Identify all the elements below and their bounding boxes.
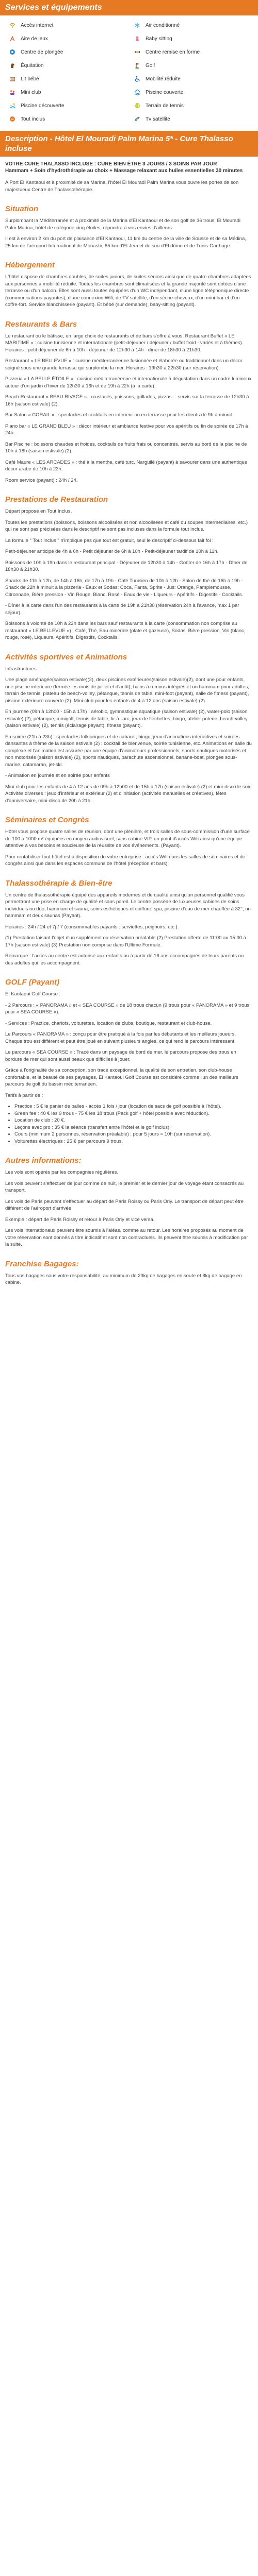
outdoor-pool-icon bbox=[9, 103, 15, 109]
wifi-icon bbox=[9, 22, 15, 28]
amenity-item bbox=[134, 32, 249, 45]
amenity-item bbox=[9, 19, 124, 32]
section-paragraph: - Animation en journée et en soirée pour enfants bbox=[5, 773, 110, 778]
section-heading: Séminaires et Congrès bbox=[5, 816, 89, 824]
section-paragraph: Horaires : 24h / 24 et 7j / 7 (consommables payants : serviettes, peignoirs, etc.). bbox=[5, 924, 179, 930]
section-paragraph: Le parcours « SEA COURSE » : Tracé dans un paysage de bord de mer, le parcours propose des trous en bordure de mer qui sont aussi beaux que difficiles à jouer. bbox=[5, 1049, 236, 1062]
section-heading: Thalassothérapie & Bien-être bbox=[5, 878, 112, 888]
amenity-label: Piscine découverte bbox=[21, 103, 64, 109]
section-s-minaires-et-congr-s bbox=[5, 816, 253, 868]
section-paragraph: La formule " Tout Inclus " n'implique pas que tout est gratuit, seul le descriptif ci-dessous fait foi : bbox=[5, 537, 214, 544]
tennis-icon bbox=[134, 103, 140, 109]
section-paragraph: Les vols sont opérés par les compagnies régulières. bbox=[5, 1170, 119, 1175]
playground-icon bbox=[9, 36, 15, 42]
section-heading: Restaurants & Bars bbox=[5, 319, 77, 329]
amenity-label: Centre de plongée bbox=[21, 49, 63, 55]
section-activit-s-sportives-et-animations bbox=[5, 653, 253, 805]
amenity-item bbox=[134, 86, 249, 99]
section-golf-payant bbox=[5, 978, 253, 1145]
section-paragraph: Exemple : départ de Paris Roissy et retour à Paris Orly et vice versa. bbox=[5, 1216, 155, 1223]
amenity-item bbox=[134, 19, 249, 32]
section-paragraph: Les vols internationaux peuvent être soumis à l'aléas, comme au retour. Les horaires proposés au moment de votre réservation sont donnés à titre indicatif et sont non contractuels. Ils peuvent être soumis à modification par la suite. bbox=[5, 1228, 248, 1247]
amenities-grid bbox=[0, 15, 258, 131]
section-paragraph: En soirée (21h à 23h) : spectacles folkloriques et de cabaret, bingo, jeux d'animations interactives et soirées dansantes à thème de la saison estivale (2) : cocktail de bienvenue, soirée tunisienne, etc. Animations en salle du complexe et l'animation est assurée par une équipe d'animateurs professionnels, sports nautiques motorisés et non motorisés (saison estivale) (2), sports nautiques, parachute ascensionnel, banane-boat, plongée sous-marine, catamaran, jet-ski. bbox=[5, 734, 252, 768]
section-thalassoth-rapie-bien-tre bbox=[5, 879, 253, 967]
amenity-label: Mobilité réduite bbox=[146, 76, 181, 82]
section-paragraph: Beach Restaurant « BEAU RIVAGE » : crustacés, poissons, grillades, pizzas… servis sur la terrasse de 12h30 à 16h (saison estivale) (2). bbox=[5, 394, 249, 407]
section-paragraph: En journée (09h à 12h00 - 15h à 17h) : aérobic, gymnastique aquatique (saison estivale) (2), water-polo (saison estivale) (2), pétanque, minigolf, tennis de table, tir à l'arc, jeux de fléchettes, bingo, atelier poterie, beach-volley (saison estivale) (2), tennis (éclairage payant), fitness (payant). bbox=[5, 709, 248, 728]
section-paragraph: Boissons à volonté de 10h à 23h dans les bars sauf restaurants à la carte (consommation non comprise au restaurant « LE BELLEVUE ») : Café, Thé, Eau minérale (plate et gazeuse), Sodas, Bière pression, Vin (blanc, rouge, rosé), Liqueurs, Apéritifs, Digestifs, Cocktails. bbox=[5, 621, 246, 640]
section-autres-informations bbox=[5, 1156, 253, 1248]
amenity-label: Golf bbox=[146, 62, 155, 69]
amenity-label: Accès internet bbox=[21, 22, 54, 28]
section-paragraph: Toutes les prestations (boissons, boissons alcoolisées et non alcoolisées et café ou soupes intermédiaires, etc.) qui ne sont pas précisées dans le descriptif ne sont pas incluses dans la formule tout inclus. bbox=[5, 519, 248, 532]
section-heading: Activités sportives et Animations bbox=[5, 652, 127, 662]
section-restaurants-bars bbox=[5, 320, 253, 484]
amenity-item bbox=[9, 59, 124, 72]
snowflake-icon bbox=[134, 22, 140, 28]
amenity-item bbox=[9, 32, 124, 45]
cure-tagline: VOTRE CURE THALASSO INCLUSE : CURE BIEN ÊTRE 3 JOURS / 3 SOINS PAR JOUR Hammam + Soin d'hydrothérapie au choix + Massage relaxant aux huiles essentielles 30 minutes bbox=[5, 161, 243, 174]
content-sections bbox=[5, 205, 253, 1286]
product-page bbox=[0, 0, 258, 1286]
section-paragraph: Les vols de Paris peuvent s'effectuer au départ de Paris Roissy ou Paris Orly. Le transport de départ peut être différent de l'aéroport d'arrivée. bbox=[5, 1198, 244, 1211]
section-paragraph: Mini-club pour les enfants de 4 à 12 ans de 09h à 12h00 et de 15h à 17h (saison estivale) (2) et mini-disco le soir. Activités diverses : jeux d'intérieur et extérieur (2) et d'initiation (activités manuelles et créatives), fêtes d'anniversaire, mini-disco de 20h à 21h. bbox=[5, 784, 252, 804]
section-situation bbox=[5, 205, 253, 249]
indoor-pool-icon bbox=[134, 89, 140, 95]
amenity-item bbox=[134, 45, 249, 59]
description-section bbox=[0, 131, 258, 1286]
section-paragraph: Le Parcours « PANORAMA » : conçu pour être pratiqué à la fois par les débutants et les meilleurs joueurs. Chaque trou est différent et peut être joué en suivant plusieurs angles, ce qui rend le parcours intéressant. bbox=[5, 1031, 236, 1044]
fitness-icon bbox=[134, 49, 140, 55]
section-heading: Situation bbox=[5, 205, 39, 213]
section-paragraph: Bar Piscine : boissons chaudes et froides, cocktails de fruits frais ou concentrés, servis au bord de la piscine de 10h à 18h (saison estivale) (2). bbox=[5, 441, 247, 454]
section-paragraph: Hôtel vous propose quatre salles de réunion, dont une plénière, et trois salles de sous-commission d'une surface de 100 à 1000 m² équipées en moyen audiovisuel, sans cabine VIP, un point d'accès Wifi ainsi qu'une équipe attentive à vos besoins et soucieuse de la réussite de vos événements. (Payant). bbox=[5, 829, 250, 849]
bullet-item: • Practice : 5 € le panier de balles - accès 1 fois / jour (location de sacs de golf possible à l'hôtel). bbox=[14, 1103, 253, 1110]
intro-paragraph: A Port El Kantaoui et à proximité de sa Marina, l'hôtel El Mouradi Palm Marina vous ouvre les portes de son majestueux Centre de Thalassothérapie. bbox=[5, 180, 239, 193]
section-paragraph: - 2 Parcours : « PANORAMA » et « SEA COURSE » de 18 trous chacun (9 trous pour « PANORAMA » et 9 trous pour « SEA COURSE »). bbox=[5, 1002, 250, 1015]
horse-icon bbox=[9, 62, 15, 69]
section-paragraph: Grâce à l'originalité de sa conception, son tracé exceptionnel, la qualité de son entretien, son club-house confortable, et la beauté de ses paysages, El Kantaoui Golf Course est considéré comme l'un des meilleurs parcours de golf du bassin méditerranéen. bbox=[5, 1067, 238, 1087]
amenity-item bbox=[9, 86, 124, 99]
amenity-item bbox=[134, 72, 249, 86]
section-paragraph: Une plage aménagée(saison estivale)(2), deux piscines extérieures(saison estivale)(2), dont une pour enfants, une piscine intérieure (fermée les mois de juillet et d'août), bains à remous intégrés et un hammam pour adultes, terrain de tennis, plateau de beach-volley, pétanque, tennis de table, mini-foot (payant), salle de fitness (payant), piscine extérieure couverte (2). Mini-club pour les enfants de 4 à 12 ans (saison estivale) (2). bbox=[5, 677, 249, 704]
section-paragraph: Café Maure « LES ARCADES » : thé à la menthe, café turc, Narguilé (payant) à savourer dans une authentique décor arabe de 10h à 23h. bbox=[5, 459, 247, 472]
section-paragraph: Snacks de 11h à 12h, de 14h à 16h, de 17h à 19h - Café Tunisien de 10h à 12h - Salon de thé de 16h à 19h - Snack de 22h à minuit à la pizzeria - Eaux et Sodas: Coca, Fanta, Sprite - Jus: Orange, Pamplemousse, Citronnade, Bière pression - Vin Rouge, Blanc, Rosé - Eaux de vie - Liqueurs - Apéritifs - Digestifs - Cocktails. bbox=[5, 578, 244, 598]
section-paragraph: Room service (payant) : 24h / 24. bbox=[5, 477, 78, 483]
section-paragraph: Restaurant « LE BELLEVUE » : cuisine méditerranéenne fusionnée et élaborée ou traditionnel dans un décor soigné sous une grande terrasse qui surplombe la mer. Horaires : 19h30 à 22h30 (sur réservation). bbox=[5, 358, 243, 371]
section-paragraph: - Dîner à la carte dans l'un des restaurants à la carte de 19h à 21h30 (réservation 24h à l'avance, max 1 par séjour). bbox=[5, 603, 239, 616]
svg-text:∞: ∞ bbox=[11, 117, 14, 122]
section-heading: GOLF (Payant) bbox=[5, 978, 60, 987]
amenity-label: Tout inclus bbox=[21, 116, 45, 122]
golf-icon bbox=[134, 62, 140, 69]
all-inclusive-icon bbox=[9, 116, 15, 122]
section-paragraph: Il est à environ 2 km du port de plaisance d'El Kantaoui, 11 km du centre de la ville de Sousse et de sa Médina, 25 km de l'aéroport International de Monastir, 85 km d'El Jem et de sou d'El dôme et de Tunis-Carthage. bbox=[5, 236, 246, 249]
bullet-item: • Green fee : 40 € les 9 trous - 75 € les 18 trous (Pack golf + hôtel possible avec réduction). bbox=[14, 1110, 253, 1117]
section-paragraph: - Services : Practice, chariots, voiturettes, location de clubs, boutique, restaurant et club-house. bbox=[5, 1020, 212, 1026]
amenity-label: Mini club bbox=[21, 89, 41, 95]
amenity-item bbox=[9, 72, 124, 86]
section-paragraph: Le restaurant ou le bâtisse, un large choix de restaurants et de bars s'offre à vous. Restaurant Buffet « LE MARITIME » : cuisine tunisienne et internationale (petit-déjeuner / déjeuner / buffet froid - variés et à thèmes). Horaires : petit déjeuner de 6h à 10h - déjeuner de 12h30 à 14h - dîner de 18h30 à 21h30. bbox=[5, 333, 244, 353]
amenity-label: Baby sitting bbox=[146, 36, 172, 42]
section-paragraph: Infrastructures : bbox=[5, 666, 39, 672]
wheelchair-icon bbox=[134, 76, 140, 82]
kids-club-icon bbox=[9, 89, 15, 95]
diving-icon bbox=[9, 49, 15, 55]
section-paragraph: Piano bar « LE GRAND BLEU » : décor intérieur et ambiance festive pour vos apéritifs ou fin de soirée de 17h à 24h. bbox=[5, 423, 248, 436]
amenity-label: Lit bébé bbox=[21, 76, 39, 82]
bullet-item: • Cours (minimum 2 personnes, réservation préalable) : pour 5 jours = 10h (sur réservation). bbox=[14, 1131, 253, 1138]
bullet-item: • Location de club : 20 €. bbox=[14, 1117, 253, 1124]
section-paragraph: (1) Prestation faisant l'objet d'un supplément ou réservation préalable (2) Prestation offerte de 11:00 au 15:00 à 17h (saison estivale) (3) Prestation non comprise dans l'Ultime Formule. bbox=[5, 935, 246, 948]
section-heading: Autres informations: bbox=[5, 1156, 82, 1165]
section-paragraph: Pour rentabiliser tout hôtel est à disposition de votre entreprise : accès Wifi dans les salles de séminaires et de congrès ainsi que dans les espaces communs de l'hôtel (réception et bars). bbox=[5, 854, 246, 867]
section-franchise-bagages bbox=[5, 1260, 253, 1286]
services-header: Services et équipements bbox=[0, 0, 258, 15]
amenity-item bbox=[134, 59, 249, 72]
amenity-item bbox=[134, 99, 249, 112]
section-paragraph: Départ proposé en Tout Inclus. bbox=[5, 509, 72, 514]
section-heading: Franchise Bagages: bbox=[5, 1259, 79, 1268]
section-paragraph: Un centre de thalassothérapie équipé des appareils modernes et de qualité ainsi qu'un personnel qualifié vous permettront une prise en charge de qualité et sans pareil. Le centre possède de luxueuses cabines de soins individuels ou duo, hammam et sauna, soins esthétiques et coiffure, spa, piscine d'eau de mer chauffée à 32°, un hammam et deux saunas (Payant). bbox=[5, 892, 251, 919]
section-heading: Hébergement bbox=[5, 261, 55, 269]
description-title: Description - Hôtel El Mouradi Palm Marina 5* - Cure Thalasso incluse bbox=[0, 131, 258, 157]
satellite-icon bbox=[134, 116, 140, 122]
crib-icon bbox=[9, 76, 15, 82]
section-heading: Prestations de Restauration bbox=[5, 495, 108, 504]
section-paragraph: Pizzeria « LA BELLE ÉTOILE » : cuisine méditerranéenne et internationale à dégustation dans un cadre lumineux autour d'un jardin d'hiver de 12h30 à 16h et de 19h à 22h (à la carte). bbox=[5, 376, 252, 389]
bullet-item: • Voiturettes électriques : 25 € par parcours 9 trous. bbox=[14, 1138, 253, 1145]
amenity-item bbox=[9, 99, 124, 112]
amenity-label: Centre remise en forme bbox=[146, 49, 200, 55]
section-paragraph: Tarifs à partir de : bbox=[5, 1092, 43, 1098]
section-paragraph: El Kantaoui Golf Course : bbox=[5, 991, 61, 997]
baby-icon bbox=[134, 36, 140, 42]
section-paragraph: Petit-déjeuner anticipé de 4h à 6h - Petit déjeuner de 6h à 10h - Petit-déjeuner tardif de 10h à 11h. bbox=[5, 549, 219, 554]
bullet-item: • Leçons avec pro : 35 € la séance (transfert entre l'hôtel et le golf inclus). bbox=[14, 1124, 253, 1131]
amenity-label: Aire de jeux bbox=[21, 36, 48, 42]
section-paragraph: Bar Salon « CORAIL » : spectacles et cocktails en intérieur ou en terrasse pour les clients de 9h à minuit. bbox=[5, 412, 234, 418]
section-paragraph: Tous vos bagages sous votre responsabilité, au minimum de 23kg de bagages en soute et 8kg de bagage en cabine. bbox=[5, 1273, 242, 1285]
amenity-label: Terrain de tennis bbox=[146, 103, 184, 109]
amenity-label: Tv satellite bbox=[146, 116, 170, 122]
amenity-item bbox=[9, 112, 124, 126]
amenity-label: Équitation bbox=[21, 62, 44, 69]
section-paragraph: Boissons de 10h à 19h dans le restaurant principal - Déjeuner de 12h30 à 14h - Goûter de 16h à 17h - Dîner de 18h30 à 21h30. bbox=[5, 560, 248, 572]
amenity-item bbox=[9, 45, 124, 59]
amenity-item bbox=[134, 112, 249, 126]
amenity-label: Piscine couverte bbox=[146, 89, 184, 95]
section-paragraph: Les vols peuvent s'effectuer de jour comme de nuit, le premier et le dernier jour de voyage étant consacrés au transport. bbox=[5, 1180, 244, 1193]
amenity-label: Air conditionné bbox=[146, 22, 180, 28]
section-paragraph: Remarque : l'accès au centre est autorisé aux enfants ou à partir de 16 ans accompagnés de leurs parents ou des adultes qui les accompagnent. bbox=[5, 953, 244, 966]
section-h-bergement bbox=[5, 261, 253, 309]
section-prestations-de-restauration bbox=[5, 495, 253, 641]
section-paragraph: L'hôtel dispose de chambres doubles, de suites juniors, de suites séniors ainsi que de quatre chambres adaptées aux personnes à mobilité réduite. Toutes les chambres sont climatisées et la grande majorité sont dotées d'une terrasse ou d'un balcon. Elles sont aussi toutes équipées d'un WC indépendant, d'une ligne téléphonique directe (communications payantes), d'une connexion Wifi, de TV satellite, d'un sèche-cheveux, d'un mini-bar et d'un coffre-fort. Service blanchisserie (payant). Et bébé (sur demande), baby-sitting (payant). bbox=[5, 274, 251, 308]
section-bullets bbox=[14, 1103, 253, 1145]
section-paragraph: Surplombant la Méditerranée et à proximité de la Marina d'El Kantaoui et de son golf de 36 trous, El Mouradi Palm Marina, hôtel de catégorie cinq étoiles, répondra à vos envies d'ailleurs. bbox=[5, 218, 240, 231]
